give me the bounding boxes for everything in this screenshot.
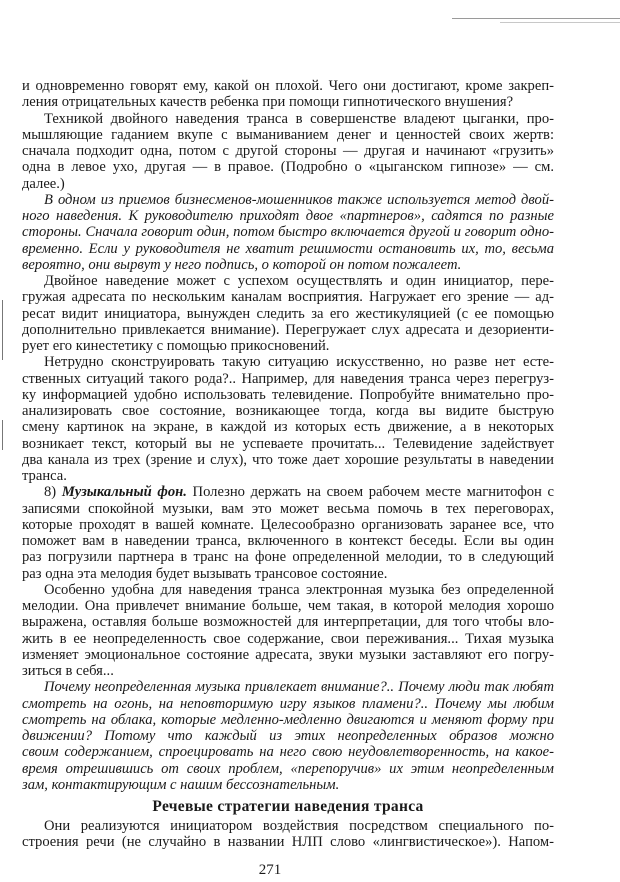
text-line: смотреть на облака, которые медленно-медленно двигаются и меняют форму при [22, 711, 554, 728]
text-line: транса. [22, 468, 67, 484]
text-line: жить в ее неопределенность свое содержание, свои переживания... Тихая музыка [22, 630, 554, 647]
text-line: Техникой двойного наведения транса в совершенстве владеют цыганки, про- [44, 110, 554, 127]
text-line: рует его кинестетику с помощью прикосновений. [22, 338, 330, 354]
text-line: Двойное наведение может с успехом осуществлять и один инициатор, пере- [44, 273, 554, 289]
page-number: 271 [258, 862, 282, 878]
paragraph [22, 484, 554, 582]
run-in-heading: Музыкальный фон. [61, 484, 187, 501]
text-line: которые проходят в вашей комнате. Целесообразно организовать заранее все, что [22, 516, 554, 533]
text-line: далее.) [22, 175, 65, 192]
text-line: строения речи (не случайно в названии НЛП слово «лингвистическое»). Напом- [22, 834, 554, 851]
list-number: 8) [44, 484, 62, 501]
text-line: и одновременно говорят ему, какой он плохой. Чего они достигают, кроме закреп- [22, 78, 554, 94]
scan-edge-mark [2, 420, 3, 450]
text-line: зиться в себя... [22, 663, 114, 679]
page-body [22, 78, 554, 851]
text-line: возникает текст, который вы не успеваете прочитать... Телевидение задействует [22, 435, 554, 452]
text-line: вероятно, они вырвут у него подпись, о которой он потом пожалеет. [22, 256, 462, 273]
text-line: выражена, оставляя больше возможностей для интерпретации, для того чтобы вло- [22, 614, 554, 631]
text-line: гружая адресата по нескольким каналам восприятия. Нагружает его зрение — ад- [22, 289, 554, 306]
text-line [22, 484, 554, 500]
italic-paragraph [22, 192, 554, 273]
text-line: одна в левое ухо, другая — в правое. (Подробно о «цыганском гипнозе» — см. [22, 159, 554, 176]
text-line: Почему неопределенная музыка привлекает внимание?.. Почему люди так любят [44, 679, 554, 696]
text-line: мышляющие гаданием вкупе с выманиванием денег и ценностей своих жертв: [22, 126, 554, 143]
text-line: раз погрузили партнера в транс на фоне определенной мелодии, то в следующий [22, 549, 554, 566]
scan-artifact-rule [452, 18, 620, 19]
scan-artifact-rule [500, 22, 620, 23]
text-line: ственных ситуаций такого рода?.. Например, для наведения транса через перегруз- [22, 370, 554, 387]
paragraph [22, 78, 554, 111]
text-line: ресат видит инициатора, вынужден следить за его жестикуляцией (с ее помощью [22, 305, 554, 322]
text-line: движении? Потому что каждый из этих неопределенных образов можно [22, 728, 554, 744]
text-line: изменяет эмоциональное состояние адресата, звуки музыки заставляют его погру- [22, 646, 554, 663]
text-line: ления отрицательных качеств ребенка при помощи гипнотического внушения? [22, 94, 514, 111]
text-line: ку информацией удобно использовать телевидение. Попробуйте внимательно про- [22, 386, 554, 403]
text-line: сначала подходит одна, потом с другой стороны — другая и начинают «грузить» [22, 143, 554, 159]
text-line: поможет вам в наведении транса, включенного в контекст беседы. Если вы один [22, 533, 554, 549]
text-line: В одном из приемов бизнесменов-мошенников также используется метод двой- [44, 191, 554, 208]
text-line: мелодии. Она привлечет внимание больше, чем такая, в которой мелодия хорошо [22, 598, 554, 614]
text-line: Нетрудно сконструировать такую ситуацию искусственно, но разве нет есте- [44, 354, 554, 371]
text-line: анализировать свое состояние, возникающее тогда, когда вы видите быструю [22, 403, 554, 419]
text-line: своим содержанием, спроецировать на него свою неудовлетворенность, на какое- [22, 744, 554, 761]
paragraph [22, 354, 554, 484]
text-line: два канала из трех (зрение и слух), что тоже дает хорошие результаты в наведении [22, 451, 554, 468]
line-text: Полезно держать на своем рабочем месте магнитофон с [186, 484, 554, 501]
paragraph [22, 273, 554, 354]
text-line: стороны. Сначала говорит один, потом быстро включается другой и говорит одно- [22, 224, 554, 241]
paragraph [22, 818, 554, 851]
scan-edge-mark [2, 300, 3, 360]
text-line: Они реализуются инициатором воздействия посредством специального по- [44, 818, 554, 834]
text-line: временно. Если у руководителя не хватит решимости остановить их, то, весьма [22, 240, 554, 257]
text-line: дополнительно привлекается внимание). Перегружает слух адресата и дезориенти- [22, 321, 554, 338]
section-heading: Речевые стратегии наведения транса [152, 798, 424, 815]
text-line: раз одна эта мелодия будет вызывать трансовое состояние. [22, 565, 388, 582]
text-line: время отрешившись от своих проблем, «перепоручив» их этим неопределенным [22, 760, 554, 777]
paragraph [22, 582, 554, 680]
text-line: смотреть на огонь, на неповторимую игру языков пламени?.. Почему мы любим [22, 695, 554, 712]
text-line: ного наведения. К руководителю приходят двое «партнеров», садятся по разные [22, 208, 554, 224]
text-line: смену картинок на экране, в каждой из которых есть движение, а в некоторых [22, 419, 554, 436]
paragraph [22, 111, 554, 192]
text-line: зам, контактирующим с нашим бессознательным. [22, 776, 340, 793]
text-line: записями спокойной музыки, вам это может весьма помочь в тех переговорах, [22, 500, 554, 517]
italic-paragraph [22, 679, 554, 793]
text-line: Особенно удобна для наведения транса электронная музыка без определенной [44, 581, 554, 598]
